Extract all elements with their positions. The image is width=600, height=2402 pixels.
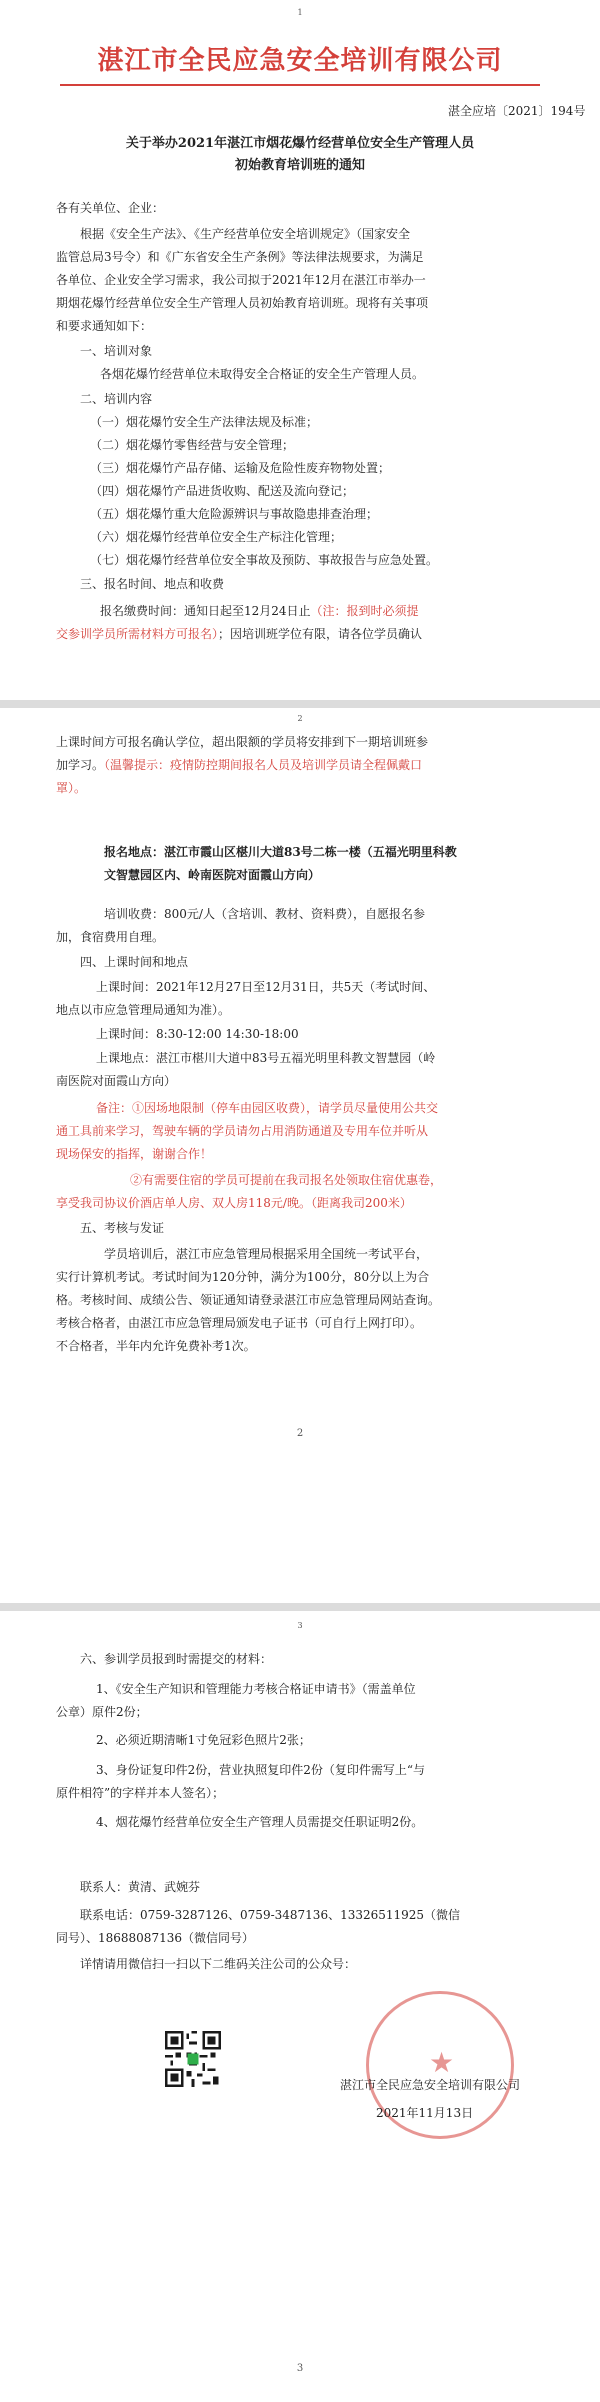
section-2-heading: 二、培训内容 xyxy=(80,392,153,406)
signature-date: 2021年11月13日 xyxy=(376,2106,474,2120)
material-item: 1、《安全生产知识和管理能力考核合格证申请书》（需盖单位 xyxy=(96,1682,416,1696)
material-item: 3、身份证复印件2份，营业执照复印件2份（复印件需写上“与 xyxy=(96,1763,426,1777)
continuation-text: 加学习。 xyxy=(56,758,105,772)
material-item: 4、烟花爆竹经营单位安全生产管理人员需提交任职证明2份。 xyxy=(96,1815,424,1829)
seal-star-icon: ★ xyxy=(429,2046,455,2079)
parking-note: 通工具前来学习，驾驶车辆的学员请勿占用消防通道及专用车位并听从 xyxy=(56,1124,429,1138)
content-item: （三）烟花爆竹产品存储、运输及危险性废弃物物处置； xyxy=(90,461,391,475)
class-time: 上课时间：2021年12月27日至12月31日，共5天（考试时间、 xyxy=(96,980,436,994)
material-item: 原件相符”的字样并本人签名）； xyxy=(56,1786,225,1800)
registration-note-tail: ；因培训班学位有限，请各位学员确认 xyxy=(218,627,423,641)
content-item: （六）烟花爆竹经营单位安全生产标注化管理； xyxy=(90,530,343,544)
continuation-line: 上课时间方可报名确认学位，超出限额的学员将安排到下一期培训班参 xyxy=(56,735,429,749)
section-3-heading: 三、报名时间、地点和收费 xyxy=(80,577,225,591)
parking-note: 现场保安的指挥，谢谢合作！ xyxy=(56,1147,213,1161)
exam-info: 格。考核时间、成绩公告、领证通知请登录湛江市应急管理局网站查询。 xyxy=(56,1293,441,1307)
content-item: （七）烟花爆竹经营单位安全事故及预防、事故报告与应急处置。 xyxy=(90,553,439,567)
page-mark: 2 xyxy=(297,714,303,723)
training-fee: 培训收费：800元/人（含培训、教材、资料费），自愿报名参 xyxy=(104,907,425,921)
content-item: （二）烟花爆竹零售经营与安全管理； xyxy=(90,438,295,452)
contact-person: 联系人：黄清、武婉芬 xyxy=(80,1880,201,1894)
page-footer-number: 2 xyxy=(296,1428,304,1439)
section-4-heading: 四、上课时间和地点 xyxy=(80,955,189,969)
document-page-3 xyxy=(0,1611,600,2402)
letterhead: 湛江市全民应急安全培训有限公司 xyxy=(97,46,503,76)
section-6-heading: 六、参训学员报到时需提交的材料： xyxy=(80,1652,273,1666)
page-mark: 1 xyxy=(297,8,303,17)
contact-phone: 同号）、18688087136（微信同号） xyxy=(56,1931,254,1945)
registration-location: 文智慧园区内、岭南医院对面霞山方向） xyxy=(104,868,321,882)
doc-number: 湛全应培〔2021〕194号 xyxy=(448,104,586,118)
registration-time-text: 报名缴费时间：通知日起至12月24日止 xyxy=(100,604,311,618)
class-location: 南医院对面霞山方向） xyxy=(56,1074,177,1088)
registration-location: 报名地点：湛江市霞山区椹川大道83号二栋一楼（五福光明里科教 xyxy=(104,845,457,859)
content-item: （四）烟花爆竹产品进货收购、配送及流向登记； xyxy=(90,484,355,498)
training-fee: 加，食宿费用自理。 xyxy=(56,930,165,944)
intro-line: 根据《安全生产法》、《生产经营单位安全培训规定》（国家安全 xyxy=(80,227,411,241)
intro-line: 期烟花爆竹经营单位安全生产管理人员初始教育培训班。现将有关事项 xyxy=(56,296,429,310)
parking-note: 备注：①因场地限制（停车由园区收费），请学员尽量使用公共交 xyxy=(96,1101,439,1115)
health-tip-red: 罩）。 xyxy=(56,781,87,795)
signature-company: 湛江市全民应急安全培训有限公司 xyxy=(340,2078,521,2092)
content-item: （五）烟花爆竹重大危险源辨识与事故隐患排查治理； xyxy=(90,507,379,521)
letterhead-divider xyxy=(60,84,540,86)
wechat-note: 详情请用微信扫一扫以下二维码关注公司的公众号： xyxy=(80,1957,357,1971)
class-time: 地点以市应急管理局通知为准）。 xyxy=(56,1003,231,1017)
wechat-qr-code[interactable] xyxy=(165,2031,221,2087)
salutation: 各有关单位、企业： xyxy=(56,201,165,215)
section-1-body: 各烟花爆竹经营单位未取得安全合格证的安全生产管理人员。 xyxy=(100,367,425,381)
material-item: 2、必须近期清晰1寸免冠彩色照片2张； xyxy=(96,1733,311,1747)
document-page-2 xyxy=(0,708,600,1603)
intro-line: 和要求通知如下： xyxy=(56,319,153,333)
registration-note-red: （注：报到时必须提 xyxy=(310,604,419,618)
page-footer-number: 3 xyxy=(296,2363,304,2374)
content-item: （一）烟花爆竹安全生产法律法规及标准； xyxy=(90,415,319,429)
exam-info: 实行计算机考试。考试时间为120分钟，满分为100分，80分以上为合 xyxy=(56,1270,430,1284)
registration-time xyxy=(100,603,419,620)
section-5-heading: 五、考核与发证 xyxy=(80,1221,165,1235)
continuation-line xyxy=(56,757,422,774)
intro-line: 各单位、企业安全学习需求，我公司拟于2021年12月在湛江市举办一 xyxy=(56,273,426,287)
page-mark: 3 xyxy=(297,1621,303,1630)
registration-note-line xyxy=(56,626,422,643)
contact-phone: 联系电话：0759-3287126、0759-3487136、13326511925（微信 xyxy=(80,1908,461,1922)
daily-schedule: 上课时间：8:30-12:00 14:30-18:00 xyxy=(96,1027,299,1041)
lodging-note: ②有需要住宿的学员可提前在我司报名处领取住宿优惠卷， xyxy=(130,1173,443,1187)
section-1-heading: 一、培训对象 xyxy=(80,344,153,358)
intro-line: 监管总局3号令）和《广东省安全生产条例》等法律法规要求，为满足 xyxy=(56,250,424,264)
material-item: 公章）原件2份； xyxy=(56,1705,148,1719)
document-page-1 xyxy=(0,0,600,700)
exam-info: 学员培训后，湛江市应急管理局根据采用全国统一考试平台， xyxy=(104,1247,429,1261)
registration-note-red: 交参训学员所需材料方可报名） xyxy=(56,627,219,641)
health-tip-red: （温馨提示：疫情防控期间报名人员及培训学员请全程佩戴口 xyxy=(104,758,423,772)
exam-info: 不合格者，半年内允许免费补考1次。 xyxy=(56,1339,256,1353)
class-location: 上课地点：湛江市椹川大道中83号五福光明里科教文智慧园（岭 xyxy=(96,1051,436,1065)
title-line-1: 关于举办2021年湛江市烟花爆竹经营单位安全生产管理人员 xyxy=(125,136,475,151)
exam-info: 考核合格者，由湛江市应急管理局颁发电子证书（可自行上网打印）。 xyxy=(56,1316,423,1330)
lodging-note: 享受我司协议价酒店单人房、双人房118元/晚。（距离我司200米） xyxy=(56,1196,412,1210)
title-line-2: 初始教育培训班的通知 xyxy=(234,158,365,173)
